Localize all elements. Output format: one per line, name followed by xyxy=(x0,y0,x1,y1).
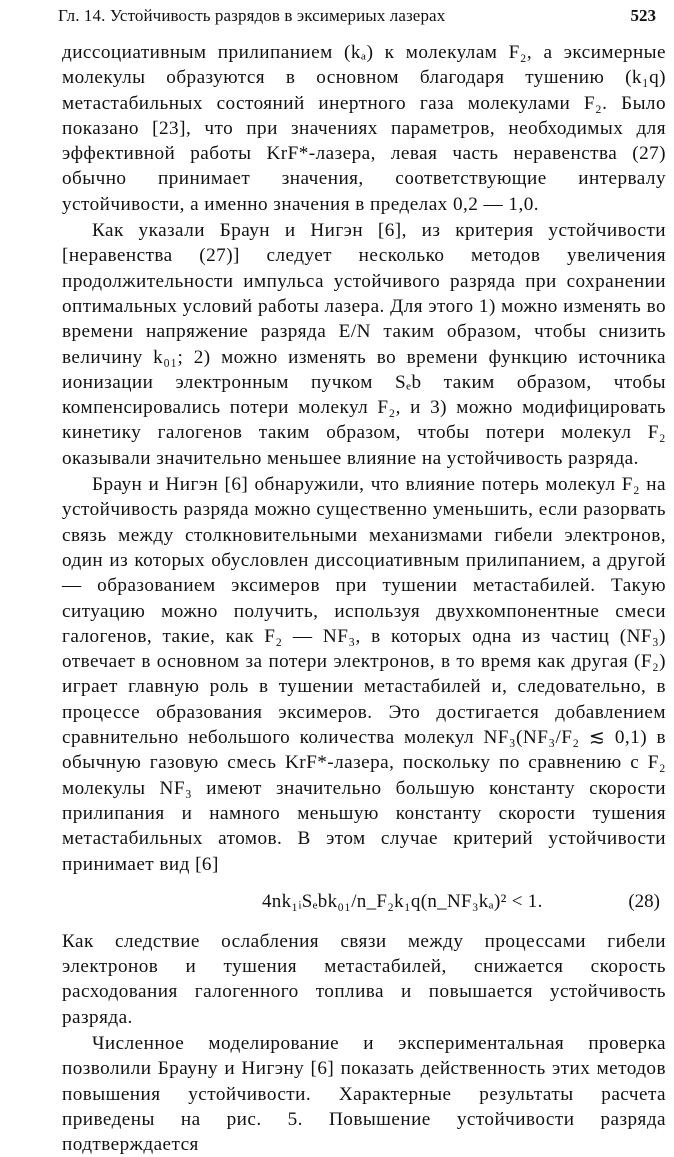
page-body xyxy=(62,40,666,1157)
running-header xyxy=(58,4,656,28)
paragraph-5: Численное моделирование и экспериментальная проверка позволили Брауну и Нигэну [6] показать действенность этих методов повышения устойчивости. Характерные результаты расчета приведены на рис. 5. Повышение устойчивости разряда подтверждается xyxy=(62,1032,666,1156)
equation-number: (28) xyxy=(628,890,660,912)
paragraph-3: Браун и Нигэн [6] обнаружили, что влияние потерь молекул F₂ на устойчивость разряда можно существенно уменьшить, если разорвать связь между столкновительными механизмами гибели электронов, один из которых обусловлен диссоциативным прилипанием, а другой — образованием эксимеров при тушении метастабилей. Такую ситуацию можно получить, используя двухкомпонентные смеси галогенов, такие, как F₂ — NF₃, в которых одна из частиц (NF₃) отвечает в основном за потери электронов, в то время как другая (F₂) играет главную роль в тушении метастабилей и, следовательно, в процессе образования эксимеров. Это достигается добавлением сравнительно небольшого количества молекул NF₃(NF₃/F₂ ≲ 0,1) в обычную газовую смесь KrF*-лазера, поскольку по сравнению с F₂ молекулы NF₃ имеют значительно большую константу скорости прилипания и намного меньшую константу скорости тушения метастабильных атомов. В этом случае критерий устойчивости принимает вид [6] xyxy=(62,474,666,875)
equation-28 xyxy=(62,881,666,925)
chapter-title: Гл. 14. Устойчивость разрядов в эксимериых лазерах xyxy=(58,6,446,25)
paragraph-4: Как следствие ослабления связи между процессами гибели электронов и тушения метастабилей, снижается скорость расходования галогенного топлива и повышается устойчивость разряда. xyxy=(62,930,666,1028)
paragraph-1: диссоциативным прилипанием (kₐ) к молекулам F₂, а эксимерные молекулы образуются в основном благодаря тушению (k₁q) метастабильных состояний инертного газа молекулами F₂. Было показано [23], что при значениях параметров, необходимых для эффективной работы KrF*-лазера, левая часть неравенства (27) обычно принимает значения, соответствующие интервалу устойчивости, а именно значения в пределах 0,2 — 1,0. xyxy=(62,42,666,215)
paragraph-2: Как указали Браун и Нигэн [6], из критерия устойчивости [неравенства (27)] следует несколько методов увеличения продолжительности импульса устойчивого разряда при сохранении оптимальных условий работы лазера. Для этого 1) можно изменять во времени напряжение разряда E/N таким образом, чтобы снизить величину k₀₁; 2) можно изменять во времени функцию источника ионизации электронным пучком Sₑb таким образом, чтобы компенсировались потери молекул F₂, и 3) можно модифицировать кинетику галогенов таким образом, чтобы потери молекул F₂ оказывали значительно меньшее влияние на устойчивость разряда. xyxy=(62,220,666,469)
page-number: 523 xyxy=(630,6,656,25)
equation-expression: 4nk₁ᵢSₑbk₀₁/n_F₂k₁q(n_NF₃kₐ)² < 1. xyxy=(262,890,543,912)
